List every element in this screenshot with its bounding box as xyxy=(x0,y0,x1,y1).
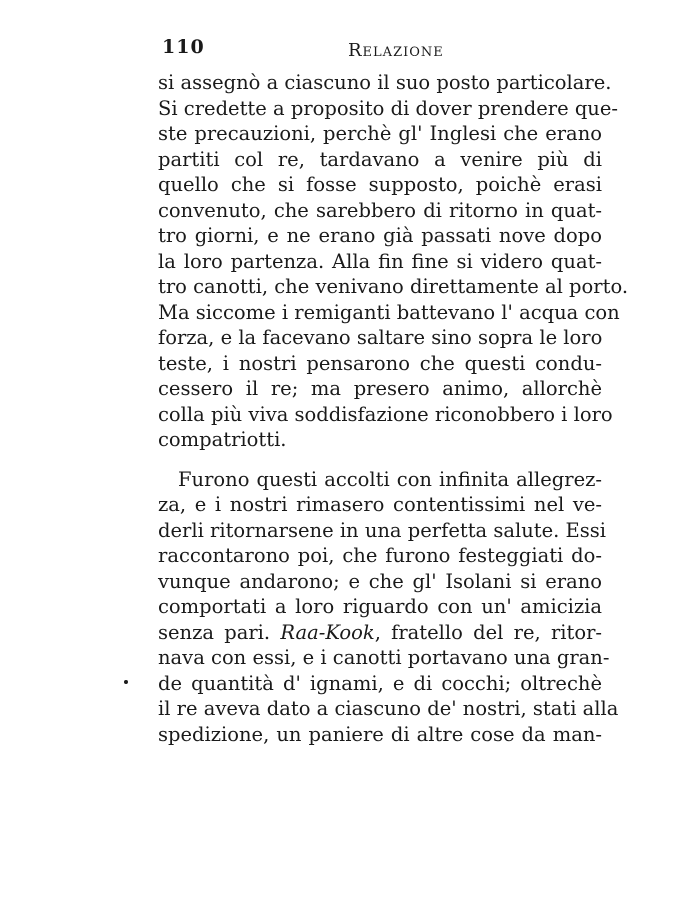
text-line: forza, e la facevano saltare sino sopra le loro xyxy=(158,326,603,349)
paragraph-gap xyxy=(158,453,602,467)
text-line: la loro partenza. Alla fin fine si videro quat- xyxy=(158,249,602,273)
body-text xyxy=(158,70,629,747)
text-segment: , fratello del re, ritor- xyxy=(374,620,602,644)
text-line: comportati a loro riguardo con un' amicizia xyxy=(158,595,602,618)
text-line: Si credette a proposito di dover prendere que- xyxy=(158,96,618,120)
paragraph-1 xyxy=(158,70,629,453)
text-line: derli ritornarsene in una perfetta salute. Essi xyxy=(158,518,607,542)
page-number: 110 xyxy=(162,36,205,58)
text-line: cessero il re; ma presero animo, allorchè xyxy=(158,377,602,400)
text-line: vunque andarono; e che gl' Isolani si erano xyxy=(158,569,602,593)
text-line: quello che si fosse supposto, poichè erasi xyxy=(158,173,602,196)
running-head: Relazione xyxy=(348,40,444,61)
text-line xyxy=(158,620,602,646)
text-line: compatriotti. xyxy=(158,428,287,451)
text-line: il re aveva dato a ciascuno de' nostri, stati alla xyxy=(158,697,619,720)
text-segment: senza pari. xyxy=(158,620,281,644)
text-line: si assegnò a ciascuno il suo posto particolare. xyxy=(158,71,612,94)
page-header xyxy=(162,36,602,70)
text-line: convenuto, che sarebbero di ritorno in quat- xyxy=(158,198,602,222)
text-line: teste, i nostri pensarono che questi condu- xyxy=(158,351,602,375)
text-line: nava con essi, e i canotti portavano una gran- xyxy=(158,646,610,669)
text-line: raccontarono poi, che furono festeggiati do- xyxy=(158,544,602,567)
text-line: tro giorni, e ne erano già passati nove dopo xyxy=(158,224,602,247)
text-line: colla più viva soddisfazione riconobbero i loro xyxy=(158,402,613,426)
text-line: Ma siccome i remiganti battevano l' acqua con xyxy=(158,300,620,324)
text-line: Furono questi accolti con infinita allegrez- xyxy=(178,467,602,491)
italic-name: Raa-Kook xyxy=(280,620,375,644)
text-line: tro canotti, che venivano direttamente al porto. xyxy=(158,275,629,298)
margin-ink-mark xyxy=(124,680,128,684)
text-line: partiti col re, tardavano a venire più di xyxy=(158,147,602,171)
text-line: ste precauzioni, perchè gl' Inglesi che erano xyxy=(158,122,602,145)
text-line: za, e i nostri rimasero contentissimi nel ve- xyxy=(158,493,602,516)
text-line: spedizione, un paniere di altre cose da man- xyxy=(158,722,602,746)
text-line: de quantità d' ignami, e di cocchi; oltrechè xyxy=(158,671,602,695)
paragraph-2 xyxy=(158,467,619,748)
